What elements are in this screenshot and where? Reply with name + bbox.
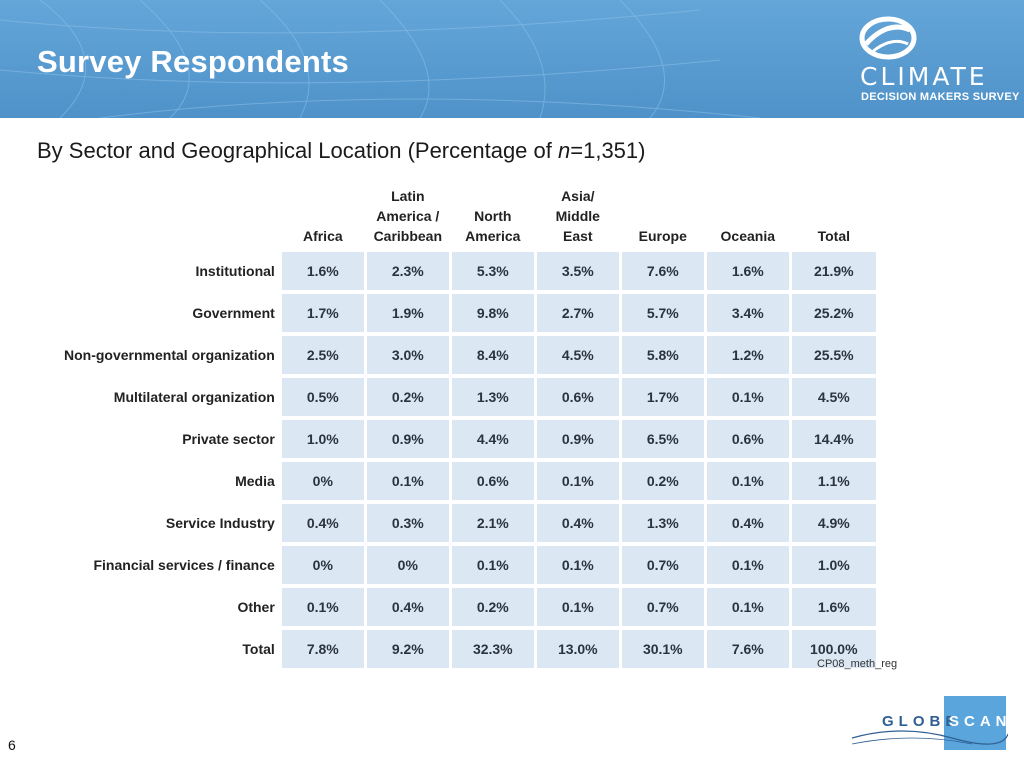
climate-survey-logo bbox=[858, 14, 1020, 103]
table-cell: 0.1% bbox=[367, 462, 449, 500]
table-cell: 1.9% bbox=[367, 294, 449, 332]
column-header bbox=[452, 186, 534, 248]
table-cell: 8.4% bbox=[452, 336, 534, 374]
column-header-line: Caribbean bbox=[373, 228, 443, 244]
respondents-table bbox=[60, 182, 879, 672]
table-cell: 1.6% bbox=[282, 252, 364, 290]
table-cell: 4.9% bbox=[792, 504, 876, 542]
subtitle-suffix: =1,351) bbox=[570, 138, 646, 163]
column-header bbox=[707, 186, 789, 248]
row-label: Non-governmental organization bbox=[64, 347, 275, 363]
row-label: Private sector bbox=[182, 431, 275, 447]
table-cell: 0.1% bbox=[452, 546, 534, 584]
table-cell: 5.8% bbox=[622, 336, 704, 374]
column-header bbox=[282, 186, 364, 248]
table-cell: 9.8% bbox=[452, 294, 534, 332]
column-header-line: Oceania bbox=[720, 228, 776, 244]
table-cell: 0.3% bbox=[367, 504, 449, 542]
column-header-line: East bbox=[563, 228, 593, 244]
column-header bbox=[367, 186, 449, 248]
table-cell: 5.3% bbox=[452, 252, 534, 290]
table-cell: 2.3% bbox=[367, 252, 449, 290]
brand-name: CLIMATE bbox=[860, 62, 988, 91]
table-cell: 0.5% bbox=[282, 378, 364, 416]
header-banner bbox=[0, 0, 1024, 118]
subtitle bbox=[37, 138, 645, 164]
table-cell: 0.2% bbox=[452, 588, 534, 626]
table-cell: 0.1% bbox=[707, 588, 789, 626]
table-cell: 2.5% bbox=[282, 336, 364, 374]
table-cell: 100.0% bbox=[792, 630, 876, 668]
table-cell: 0.9% bbox=[537, 420, 619, 458]
table-cell: 1.2% bbox=[707, 336, 789, 374]
table-cell: 3.5% bbox=[537, 252, 619, 290]
table-cell: 0.1% bbox=[537, 588, 619, 626]
column-header-line: America / bbox=[376, 208, 440, 224]
table-cell: 0.4% bbox=[707, 504, 789, 542]
table-cell: 7.6% bbox=[622, 252, 704, 290]
table-cell: 1.7% bbox=[622, 378, 704, 416]
row-label: Financial services / finance bbox=[93, 557, 275, 573]
table-row bbox=[63, 420, 876, 458]
table-cell: 1.3% bbox=[622, 504, 704, 542]
row-label: Service Industry bbox=[165, 515, 275, 531]
column-header bbox=[537, 186, 619, 248]
table-row bbox=[63, 546, 876, 584]
table-cell: 0.2% bbox=[622, 462, 704, 500]
row-label: Government bbox=[192, 305, 275, 321]
page-number: 6 bbox=[8, 737, 16, 753]
globe-swirl-icon bbox=[858, 14, 918, 62]
table-cell: 0.4% bbox=[367, 588, 449, 626]
row-label: Multilateral organization bbox=[113, 389, 275, 405]
table-cell: 25.5% bbox=[792, 336, 876, 374]
brand-tagline: DECISION MAKERS SURVEY bbox=[861, 91, 1020, 103]
table-cell: 0.1% bbox=[707, 462, 789, 500]
table-cell: 0.1% bbox=[707, 546, 789, 584]
subtitle-prefix: By Sector and Geographical Location (Percentage of bbox=[37, 138, 558, 163]
table-cell: 1.3% bbox=[452, 378, 534, 416]
table-cell: 4.4% bbox=[452, 420, 534, 458]
table-cell: 0.1% bbox=[537, 462, 619, 500]
table-row bbox=[63, 588, 876, 626]
table-cell: 3.4% bbox=[707, 294, 789, 332]
table-cell: 1.6% bbox=[792, 588, 876, 626]
table-cell: 0.2% bbox=[367, 378, 449, 416]
table-row bbox=[63, 462, 876, 500]
table-cell: 4.5% bbox=[537, 336, 619, 374]
table-cell: 3.0% bbox=[367, 336, 449, 374]
row-label: Total bbox=[242, 641, 275, 657]
table-cell: 0.7% bbox=[622, 588, 704, 626]
table-cell: 7.8% bbox=[282, 630, 364, 668]
table-cell: 1.1% bbox=[792, 462, 876, 500]
table-cell: 0.6% bbox=[707, 420, 789, 458]
table-cell: 0% bbox=[367, 546, 449, 584]
table-cell: 0.6% bbox=[537, 378, 619, 416]
table-cell: 1.0% bbox=[282, 420, 364, 458]
table-row bbox=[63, 630, 876, 668]
table-cell: 0.6% bbox=[452, 462, 534, 500]
table-cell: 32.3% bbox=[452, 630, 534, 668]
column-header-line: Europe bbox=[638, 228, 687, 244]
column-header-line: Asia/ bbox=[561, 188, 595, 204]
table-body bbox=[63, 252, 876, 668]
column-header-line: America bbox=[465, 228, 521, 244]
globescan-logo bbox=[852, 694, 1012, 752]
table-cell: 7.6% bbox=[707, 630, 789, 668]
table-cell: 25.2% bbox=[792, 294, 876, 332]
table-cell: 0.1% bbox=[282, 588, 364, 626]
column-header-line: Latin bbox=[391, 188, 425, 204]
subtitle-n-symbol: n bbox=[558, 138, 571, 163]
column-header-line: North bbox=[474, 208, 512, 224]
row-label: Other bbox=[237, 599, 275, 615]
table-cell: 0% bbox=[282, 546, 364, 584]
row-label: Media bbox=[235, 473, 275, 489]
column-header bbox=[792, 186, 876, 248]
globescan-text-left: GLOBE bbox=[882, 713, 961, 730]
source-code: CP08_meth_reg bbox=[817, 658, 898, 670]
table-cell: 0.9% bbox=[367, 420, 449, 458]
table-cell: 6.5% bbox=[622, 420, 704, 458]
table-row bbox=[63, 378, 876, 416]
table-cell: 1.7% bbox=[282, 294, 364, 332]
column-header-line: Africa bbox=[302, 228, 343, 244]
table-cell: 2.7% bbox=[537, 294, 619, 332]
table-cell: 1.6% bbox=[707, 252, 789, 290]
row-label: Institutional bbox=[195, 263, 275, 279]
column-header-line: Middle bbox=[555, 208, 600, 224]
table-header-row bbox=[63, 186, 876, 248]
table-cell: 21.9% bbox=[792, 252, 876, 290]
table-cell: 0.1% bbox=[537, 546, 619, 584]
table-cell: 0% bbox=[282, 462, 364, 500]
column-header bbox=[622, 186, 704, 248]
table-cell: 0.7% bbox=[622, 546, 704, 584]
table-corner bbox=[63, 186, 279, 248]
table-cell: 9.2% bbox=[367, 630, 449, 668]
table-cell: 4.5% bbox=[792, 378, 876, 416]
table-cell: 1.0% bbox=[792, 546, 876, 584]
table-row bbox=[63, 504, 876, 542]
table-cell: 0.1% bbox=[707, 378, 789, 416]
table-cell: 5.7% bbox=[622, 294, 704, 332]
table-cell: 13.0% bbox=[537, 630, 619, 668]
globescan-text-right: SCAN bbox=[949, 713, 1012, 730]
table-row bbox=[63, 252, 876, 290]
column-header-line: Total bbox=[817, 228, 850, 244]
page-title: Survey Respondents bbox=[37, 44, 349, 79]
table-cell: 14.4% bbox=[792, 420, 876, 458]
table-row bbox=[63, 336, 876, 374]
table-cell: 30.1% bbox=[622, 630, 704, 668]
table-cell: 2.1% bbox=[452, 504, 534, 542]
table-row bbox=[63, 294, 876, 332]
table-cell: 0.4% bbox=[282, 504, 364, 542]
table-cell: 0.4% bbox=[537, 504, 619, 542]
